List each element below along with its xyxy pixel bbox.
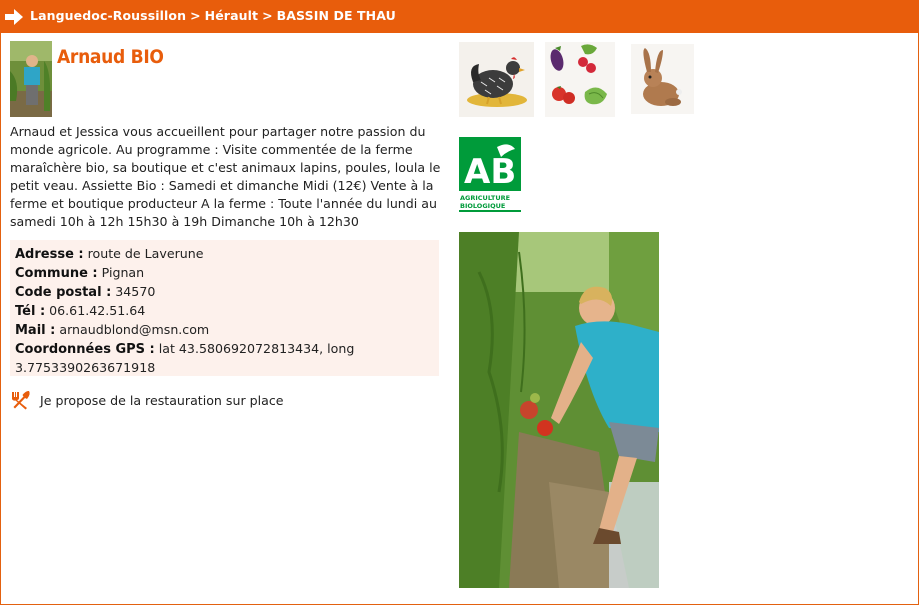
producer-description: Arnaud et Jessica vous accueillent pour partager notre passion du monde agricole. Au programme : Visite commentée de la ferme maraîchère bio, sa boutique et c'est animaux lapins, poules, loula le petit veau. Assiette Bio : Samedi et dimanche Midi (12€) Vente à la ferme et boutique producteur A la ferme : Toute l'année du lundi au samedi 10h à 12h 15h30 à 19h Dimanche 10h à 12h30 — [10, 124, 441, 229]
phone-value: 06.61.42.51.64 — [49, 303, 146, 318]
hen-illustration[interactable] — [459, 42, 534, 117]
mail-row — [15, 321, 434, 340]
address-row — [15, 245, 434, 264]
postal-label: Code postal : — [15, 285, 112, 300]
breadcrumb-separator: > — [262, 8, 273, 23]
gps-row — [15, 340, 434, 377]
gps-value: lat 43.580692072813434, long 3.7753390263671918 — [15, 341, 355, 375]
postal-value: 34570 — [115, 284, 156, 299]
producer-thumbnail[interactable] — [10, 41, 52, 117]
rabbit-illustration[interactable] — [631, 44, 694, 114]
restauration-label: Je propose de la restauration sur place — [40, 392, 284, 408]
gps-label: Coordonnées GPS : — [15, 342, 155, 357]
breadcrumb-area[interactable]: BASSIN DE THAU — [276, 8, 396, 23]
mail-value[interactable]: arnaudblond@msn.com — [59, 322, 210, 337]
ab-logo-letters: AB — [464, 152, 517, 192]
farmer-photo[interactable] — [459, 232, 659, 588]
contact-info-box — [10, 240, 439, 376]
mail-label: Mail : — [15, 323, 56, 338]
city-value: Pignan — [101, 265, 145, 280]
breadcrumb-bar — [0, 0, 919, 33]
breadcrumb — [30, 8, 396, 23]
address-label: Adresse : — [15, 247, 84, 262]
city-label: Commune : — [15, 266, 98, 281]
address-value: route de Laverune — [87, 246, 204, 261]
breadcrumb-department[interactable]: Hérault — [204, 8, 259, 23]
breadcrumb-region[interactable]: Languedoc-Roussillon — [30, 8, 187, 23]
postal-row — [15, 283, 434, 302]
producer-name: Arnaud BIO — [57, 46, 164, 68]
phone-row — [15, 302, 434, 321]
city-row — [15, 264, 434, 283]
breadcrumb-separator: > — [190, 8, 201, 23]
vegetables-illustration[interactable] — [545, 42, 615, 117]
fork-knife-icon — [10, 390, 32, 410]
phone-label: Tél : — [15, 304, 46, 319]
ab-logo-line1: AGRICULTURE — [460, 194, 511, 202]
ab-logo-line2: BIOLOGIQUE — [460, 202, 506, 210]
arrow-right-icon — [4, 8, 24, 26]
restauration-service — [10, 390, 284, 410]
ab-organic-logo — [459, 137, 521, 213]
